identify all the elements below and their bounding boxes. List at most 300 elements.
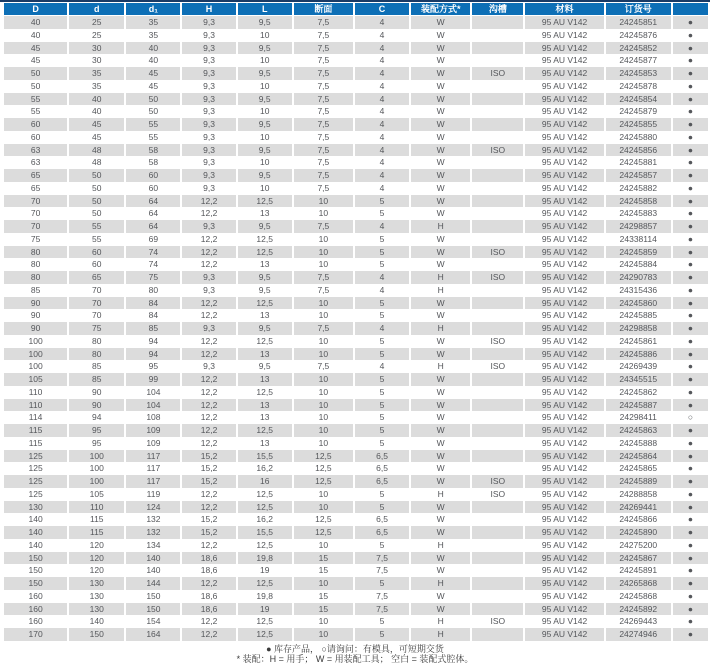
cell-H: 15,2 — [182, 450, 235, 463]
cell-order-no: 24245890 — [606, 526, 671, 539]
cell-section: 7,5 — [294, 93, 353, 106]
cell-d: 35 — [69, 67, 124, 80]
cell-d: 120 — [69, 564, 124, 577]
cell-groove — [472, 564, 523, 577]
cell-L: 19 — [238, 603, 292, 616]
cell-groove — [472, 539, 523, 552]
cell-L: 9,5 — [238, 271, 292, 284]
cell-H: 15,2 — [182, 462, 235, 475]
cell-groove — [472, 182, 523, 195]
cell-assembly: W — [411, 93, 470, 106]
cell-d1: 109 — [126, 437, 180, 450]
cell-H: 9,3 — [182, 144, 235, 157]
cell-L: 9,5 — [238, 284, 292, 297]
cell-order-no: 24245856 — [606, 144, 671, 157]
cell-H: 12,2 — [182, 309, 235, 322]
table-row — [4, 42, 708, 55]
cell-material: 95 AU V142 — [525, 552, 603, 565]
cell-groove — [472, 373, 523, 386]
table-row — [4, 501, 708, 514]
cell-L: 9,5 — [238, 144, 292, 157]
cell-d: 130 — [69, 577, 124, 590]
cell-order-no: 24288858 — [606, 488, 671, 501]
cell-material: 95 AU V142 — [525, 105, 603, 118]
table-row — [4, 29, 708, 42]
cell-order-no: 24245887 — [606, 399, 671, 412]
stock-marker: ● — [673, 373, 708, 386]
cell-d: 95 — [69, 424, 124, 437]
cell-H: 12,2 — [182, 348, 235, 361]
cell-d1: 60 — [126, 169, 180, 182]
cell-material: 95 AU V142 — [525, 373, 603, 386]
cell-D: 60 — [4, 131, 67, 144]
cell-d: 115 — [69, 526, 124, 539]
cell-C: 4 — [355, 118, 409, 131]
cell-H: 9,3 — [182, 182, 235, 195]
cell-L: 13 — [238, 437, 292, 450]
table-row — [4, 67, 708, 80]
cell-H: 12,2 — [182, 258, 235, 271]
cell-groove — [472, 42, 523, 55]
cell-order-no: 24275200 — [606, 539, 671, 552]
cell-C: 5 — [355, 233, 409, 246]
cell-d1: 58 — [126, 144, 180, 157]
cell-L: 12,5 — [238, 628, 292, 641]
cell-assembly: W — [411, 42, 470, 55]
cell-order-no: 24298857 — [606, 220, 671, 233]
cell-section: 7,5 — [294, 16, 353, 29]
column-header-d: d — [69, 3, 124, 16]
cell-C: 5 — [355, 348, 409, 361]
cell-H: 18,6 — [182, 590, 235, 603]
cell-d: 90 — [69, 399, 124, 412]
cell-d1: 140 — [126, 564, 180, 577]
cell-material: 95 AU V142 — [525, 258, 603, 271]
cell-section: 10 — [294, 488, 353, 501]
cell-groove — [472, 450, 523, 463]
table-row — [4, 271, 708, 284]
cell-groove: ISO — [472, 246, 523, 259]
cell-material: 95 AU V142 — [525, 169, 603, 182]
stock-marker: ○ — [673, 411, 708, 424]
cell-groove — [472, 501, 523, 514]
cell-groove: ISO — [472, 271, 523, 284]
stock-marker: ● — [673, 437, 708, 450]
cell-section: 10 — [294, 233, 353, 246]
cell-D: 100 — [4, 360, 67, 373]
cell-L: 9,5 — [238, 67, 292, 80]
cell-C: 5 — [355, 195, 409, 208]
cell-material: 95 AU V142 — [525, 297, 603, 310]
cell-section: 12,5 — [294, 513, 353, 526]
cell-groove — [472, 590, 523, 603]
cell-L: 9,5 — [238, 118, 292, 131]
cell-d1: 94 — [126, 335, 180, 348]
cell-L: 13 — [238, 207, 292, 220]
cell-L: 12,5 — [238, 577, 292, 590]
cell-d1: 117 — [126, 450, 180, 463]
cell-d: 75 — [69, 322, 124, 335]
cell-D: 70 — [4, 220, 67, 233]
table-row — [4, 450, 708, 463]
cell-C: 4 — [355, 284, 409, 297]
cell-groove — [472, 437, 523, 450]
cell-order-no: 24274946 — [606, 628, 671, 641]
cell-section: 7,5 — [294, 54, 353, 67]
cell-L: 13 — [238, 399, 292, 412]
cell-groove — [472, 424, 523, 437]
cell-section: 10 — [294, 437, 353, 450]
cell-order-no: 24298858 — [606, 322, 671, 335]
cell-d1: 55 — [126, 131, 180, 144]
cell-L: 9,5 — [238, 322, 292, 335]
cell-d1: 99 — [126, 373, 180, 386]
cell-material: 95 AU V142 — [525, 54, 603, 67]
cell-d: 130 — [69, 590, 124, 603]
cell-D: 160 — [4, 590, 67, 603]
cell-L: 12,5 — [238, 246, 292, 259]
cell-section: 7,5 — [294, 271, 353, 284]
cell-C: 6,5 — [355, 462, 409, 475]
stock-marker: ● — [673, 335, 708, 348]
stock-marker: ● — [673, 386, 708, 399]
cell-H: 18,6 — [182, 564, 235, 577]
stock-marker: ● — [673, 577, 708, 590]
column-header-H: H — [182, 3, 235, 16]
cell-section: 15 — [294, 590, 353, 603]
cell-D: 115 — [4, 437, 67, 450]
cell-H: 15,2 — [182, 475, 235, 488]
cell-assembly: W — [411, 424, 470, 437]
cell-L: 12,5 — [238, 501, 292, 514]
cell-d1: 64 — [126, 207, 180, 220]
table-row — [4, 411, 708, 424]
cell-material: 95 AU V142 — [525, 360, 603, 373]
cell-C: 5 — [355, 246, 409, 259]
cell-H: 12,2 — [182, 539, 235, 552]
stock-marker: ● — [673, 271, 708, 284]
stock-marker: ● — [673, 80, 708, 93]
cell-d1: 69 — [126, 233, 180, 246]
cell-section: 7,5 — [294, 156, 353, 169]
cell-material: 95 AU V142 — [525, 271, 603, 284]
table-row — [4, 335, 708, 348]
cell-section: 10 — [294, 309, 353, 322]
table-row — [4, 80, 708, 93]
table-row — [4, 603, 708, 616]
cell-d: 85 — [69, 373, 124, 386]
cell-groove — [472, 386, 523, 399]
cell-d1: 154 — [126, 615, 180, 628]
cell-d: 50 — [69, 182, 124, 195]
cell-order-no: 24245881 — [606, 156, 671, 169]
cell-assembly: W — [411, 131, 470, 144]
cell-d1: 144 — [126, 577, 180, 590]
cell-groove: ISO — [472, 360, 523, 373]
table-row — [4, 93, 708, 106]
cell-d1: 74 — [126, 258, 180, 271]
cell-D: 85 — [4, 284, 67, 297]
cell-material: 95 AU V142 — [525, 628, 603, 641]
table-row — [4, 526, 708, 539]
cell-groove — [472, 462, 523, 475]
stock-marker: ● — [673, 526, 708, 539]
cell-d: 25 — [69, 29, 124, 42]
cell-C: 5 — [355, 309, 409, 322]
cell-C: 4 — [355, 80, 409, 93]
stock-marker: ● — [673, 615, 708, 628]
cell-material: 95 AU V142 — [525, 590, 603, 603]
cell-section: 12,5 — [294, 526, 353, 539]
cell-order-no: 24245891 — [606, 564, 671, 577]
cell-L: 12,5 — [238, 539, 292, 552]
cell-order-no: 24245866 — [606, 513, 671, 526]
table-row — [4, 437, 708, 450]
cell-d1: 40 — [126, 42, 180, 55]
cell-assembly: W — [411, 309, 470, 322]
cell-H: 12,2 — [182, 615, 235, 628]
cell-d: 48 — [69, 144, 124, 157]
cell-C: 5 — [355, 615, 409, 628]
cell-material: 95 AU V142 — [525, 195, 603, 208]
cell-material: 95 AU V142 — [525, 424, 603, 437]
cell-order-no: 24315436 — [606, 284, 671, 297]
cell-L: 9,5 — [238, 93, 292, 106]
stock-marker: ● — [673, 182, 708, 195]
cell-D: 160 — [4, 603, 67, 616]
cell-D: 60 — [4, 118, 67, 131]
cell-H: 12,2 — [182, 488, 235, 501]
cell-D: 150 — [4, 564, 67, 577]
cell-d1: 164 — [126, 628, 180, 641]
cell-d: 70 — [69, 297, 124, 310]
cell-D: 65 — [4, 182, 67, 195]
cell-H: 12,2 — [182, 373, 235, 386]
cell-assembly: H — [411, 220, 470, 233]
stock-marker: ● — [673, 322, 708, 335]
cell-C: 4 — [355, 271, 409, 284]
column-header-stock — [673, 3, 708, 16]
stock-marker: ● — [673, 399, 708, 412]
stock-marker: ● — [673, 284, 708, 297]
cell-assembly: W — [411, 156, 470, 169]
cell-assembly: W — [411, 195, 470, 208]
cell-material: 95 AU V142 — [525, 16, 603, 29]
cell-C: 4 — [355, 16, 409, 29]
cell-C: 7,5 — [355, 564, 409, 577]
cell-d: 65 — [69, 271, 124, 284]
stock-marker: ● — [673, 16, 708, 29]
cell-d: 130 — [69, 603, 124, 616]
cell-groove — [472, 54, 523, 67]
cell-material: 95 AU V142 — [525, 539, 603, 552]
table-row — [4, 462, 708, 475]
cell-H: 9,3 — [182, 67, 235, 80]
stock-marker: ● — [673, 603, 708, 616]
cell-material: 95 AU V142 — [525, 182, 603, 195]
cell-order-no: 24245888 — [606, 437, 671, 450]
cell-d1: 150 — [126, 603, 180, 616]
cell-d1: 108 — [126, 411, 180, 424]
cell-H: 12,2 — [182, 195, 235, 208]
cell-D: 105 — [4, 373, 67, 386]
cell-d1: 117 — [126, 462, 180, 475]
cell-material: 95 AU V142 — [525, 501, 603, 514]
cell-H: 15,2 — [182, 513, 235, 526]
cell-groove — [472, 195, 523, 208]
cell-d: 94 — [69, 411, 124, 424]
cell-groove — [472, 348, 523, 361]
cell-L: 9,5 — [238, 220, 292, 233]
cell-D: 125 — [4, 450, 67, 463]
cell-C: 4 — [355, 29, 409, 42]
cell-d1: 95 — [126, 360, 180, 373]
cell-H: 12,2 — [182, 399, 235, 412]
cell-H: 12,2 — [182, 233, 235, 246]
table-row — [4, 590, 708, 603]
cell-assembly: H — [411, 284, 470, 297]
cell-d1: 60 — [126, 182, 180, 195]
cell-groove — [472, 399, 523, 412]
cell-d: 90 — [69, 386, 124, 399]
cell-L: 19,8 — [238, 552, 292, 565]
cell-section: 10 — [294, 246, 353, 259]
cell-assembly: W — [411, 399, 470, 412]
cell-d: 40 — [69, 93, 124, 106]
cell-order-no: 24245882 — [606, 182, 671, 195]
cell-assembly: H — [411, 577, 470, 590]
cell-L: 13 — [238, 348, 292, 361]
cell-C: 4 — [355, 182, 409, 195]
cell-groove — [472, 93, 523, 106]
cell-section: 10 — [294, 411, 353, 424]
cell-L: 12,5 — [238, 297, 292, 310]
cell-d: 140 — [69, 615, 124, 628]
cell-D: 55 — [4, 105, 67, 118]
cell-d1: 104 — [126, 399, 180, 412]
cell-H: 9,3 — [182, 322, 235, 335]
cell-d: 105 — [69, 488, 124, 501]
cell-d1: 45 — [126, 80, 180, 93]
cell-H: 12,2 — [182, 437, 235, 450]
cell-assembly: H — [411, 539, 470, 552]
cell-d: 120 — [69, 539, 124, 552]
cell-order-no: 24245886 — [606, 348, 671, 361]
cell-order-no: 24245854 — [606, 93, 671, 106]
cell-d: 30 — [69, 42, 124, 55]
cell-C: 7,5 — [355, 590, 409, 603]
table-row — [4, 348, 708, 361]
cell-L: 12,5 — [238, 424, 292, 437]
cell-order-no: 24245892 — [606, 603, 671, 616]
cell-material: 95 AU V142 — [525, 437, 603, 450]
cell-section: 10 — [294, 539, 353, 552]
stock-marker: ● — [673, 513, 708, 526]
cell-D: 55 — [4, 93, 67, 106]
cell-d: 60 — [69, 246, 124, 259]
cell-H: 9,3 — [182, 169, 235, 182]
table-row — [4, 169, 708, 182]
column-header-assembly: 装配方式* — [411, 3, 470, 16]
cell-groove — [472, 220, 523, 233]
cell-H: 9,3 — [182, 54, 235, 67]
cell-groove — [472, 207, 523, 220]
cell-assembly: W — [411, 207, 470, 220]
cell-d: 70 — [69, 309, 124, 322]
cell-material: 95 AU V142 — [525, 67, 603, 80]
cell-L: 19,8 — [238, 590, 292, 603]
column-header-d1: d₁ — [126, 3, 180, 16]
cell-C: 5 — [355, 628, 409, 641]
cell-C: 4 — [355, 54, 409, 67]
cell-H: 18,6 — [182, 552, 235, 565]
stock-marker: ● — [673, 156, 708, 169]
cell-section: 7,5 — [294, 144, 353, 157]
cell-C: 5 — [355, 386, 409, 399]
cell-material: 95 AU V142 — [525, 246, 603, 259]
cell-section: 10 — [294, 348, 353, 361]
cell-section: 10 — [294, 335, 353, 348]
cell-material: 95 AU V142 — [525, 42, 603, 55]
cell-C: 4 — [355, 42, 409, 55]
cell-C: 4 — [355, 220, 409, 233]
cell-section: 7,5 — [294, 67, 353, 80]
cell-order-no: 24245868 — [606, 590, 671, 603]
stock-marker: ● — [673, 258, 708, 271]
cell-C: 4 — [355, 105, 409, 118]
legend-assembly-line: * 装配：H = 用手； W = 用装配工具； 空白 = 装配式腔体。 — [236, 654, 474, 665]
table-header — [4, 3, 708, 16]
cell-assembly: W — [411, 144, 470, 157]
cell-d1: 117 — [126, 475, 180, 488]
cell-d: 150 — [69, 628, 124, 641]
stock-marker: ● — [673, 67, 708, 80]
cell-order-no: 24298411 — [606, 411, 671, 424]
cell-assembly: W — [411, 258, 470, 271]
stock-marker: ● — [673, 220, 708, 233]
table-row — [4, 297, 708, 310]
stock-marker: ● — [673, 450, 708, 463]
cell-material: 95 AU V142 — [525, 220, 603, 233]
stock-marker: ● — [673, 590, 708, 603]
cell-material: 95 AU V142 — [525, 450, 603, 463]
cell-C: 5 — [355, 539, 409, 552]
cell-order-no: 24245855 — [606, 118, 671, 131]
cell-H: 9,3 — [182, 360, 235, 373]
cell-d: 55 — [69, 220, 124, 233]
cell-D: 140 — [4, 513, 67, 526]
cell-D: 115 — [4, 424, 67, 437]
cell-groove — [472, 526, 523, 539]
stock-marker: ● — [673, 207, 708, 220]
cell-order-no: 24245884 — [606, 258, 671, 271]
cell-assembly: W — [411, 118, 470, 131]
cell-material: 95 AU V142 — [525, 411, 603, 424]
table-row — [4, 246, 708, 259]
cell-groove: ISO — [472, 67, 523, 80]
cell-order-no: 24338114 — [606, 233, 671, 246]
stock-marker: ● — [673, 564, 708, 577]
cell-groove — [472, 233, 523, 246]
cell-section: 10 — [294, 615, 353, 628]
cell-D: 150 — [4, 577, 67, 590]
cell-d: 70 — [69, 284, 124, 297]
cell-d: 80 — [69, 348, 124, 361]
cell-d: 120 — [69, 552, 124, 565]
cell-C: 4 — [355, 169, 409, 182]
cell-D: 70 — [4, 195, 67, 208]
stock-marker: ● — [673, 169, 708, 182]
